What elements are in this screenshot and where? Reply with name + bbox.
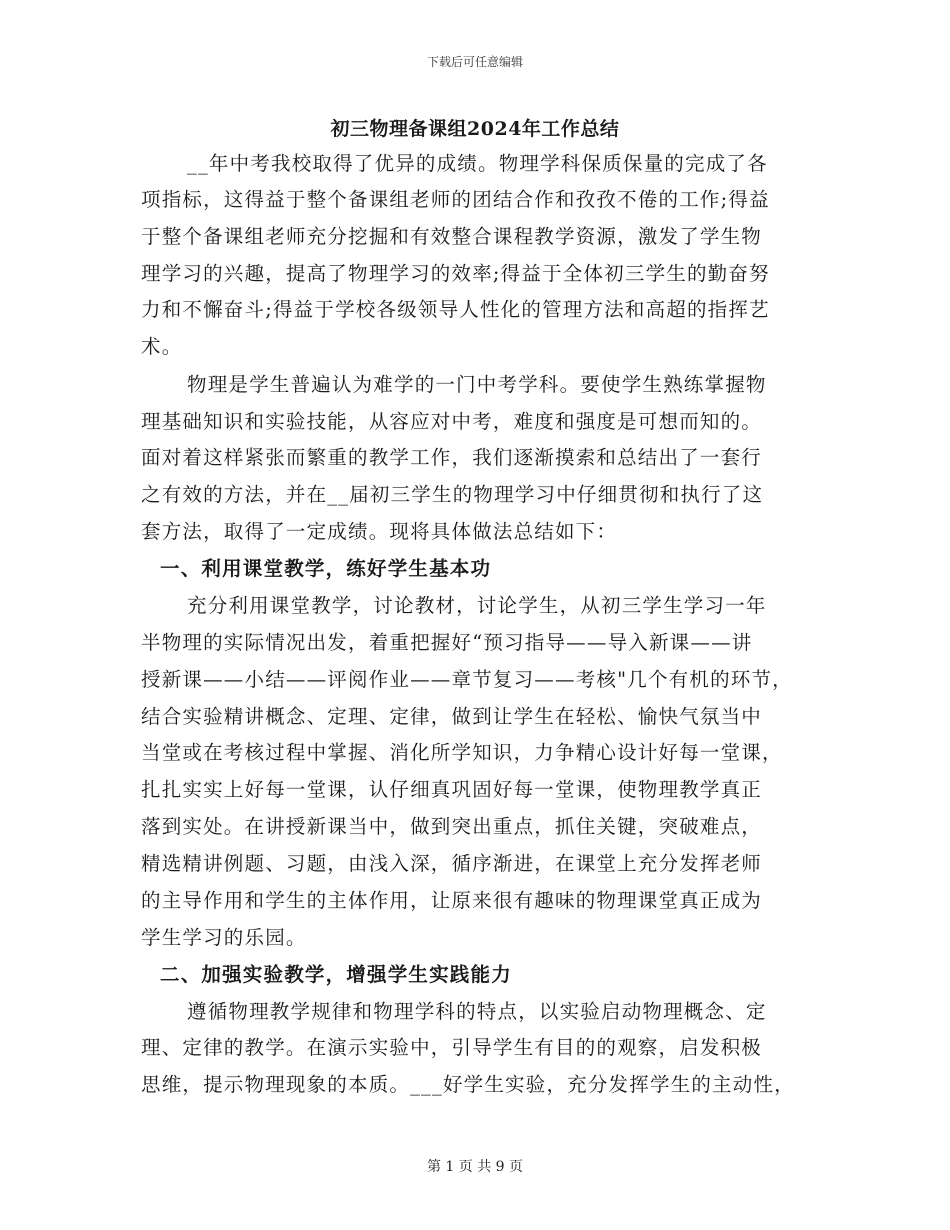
paragraph-line: 力和不懈奋斗;得益于学校各级领导人性化的管理方法和高超的指挥艺: [141, 298, 770, 321]
paragraph-line: 当堂或在考核过程中掌握、消化所学知识，力争精心设计好每一堂课，: [141, 741, 783, 764]
section-heading-2: 二、加强实验教学，增强学生实践能力: [160, 963, 512, 986]
paragraph-line: 套方法，取得了一定成绩。现将具体做法总结如下：: [141, 520, 618, 543]
paragraph-line: 物理是学生普遍认为难学的一门中考学科。要使学生熟练掌握物: [187, 373, 767, 396]
paragraph-line: 结合实验精讲概念、定理、定律，做到让学生在轻松、愉快气氛当中: [141, 705, 763, 728]
paragraph-line: 理基础知识和实验技能，从容应对中考，难度和强度是可想而知的。: [141, 410, 763, 433]
paragraph-line: 思维，提示物理现象的本质。___好学生实验，充分发挥学生的主动性，: [141, 1073, 795, 1096]
section-heading-1: 一、利用课堂教学，练好学生基本功: [160, 557, 492, 580]
page-header: 下载后可任意编辑: [426, 55, 523, 69]
page-footer: 第 1 页 共 9 页: [426, 1159, 524, 1175]
paragraph-line: 之有效的方法，并在__届初三学生的物理学习中仔细贯彻和执行了这: [141, 483, 764, 506]
paragraph-line: 理学习的兴趣，提高了物理学习的效率;得益于全体初三学生的勤奋努: [141, 262, 770, 285]
paragraph-line: 遵循物理教学规律和物理学科的特点，以实验启动物理概念、定: [187, 1000, 767, 1023]
paragraph-line: 学生学习的乐园。: [141, 926, 307, 949]
paragraph-line: 于整个备课组老师充分挖掘和有效整合课程教学资源，激发了学生物: [141, 225, 763, 248]
paragraph-line: 落到实处。在讲授新课当中，做到突出重点，抓住关键，突破难点，: [141, 815, 763, 838]
paragraph-line: __年中考我校取得了优异的成绩。物理学科保质保量的完成了各: [187, 152, 768, 175]
paragraph-line: 精选精讲例题、习题，由浅入深，循序渐进，在课堂上充分发挥老师: [141, 852, 763, 875]
paragraph-line: 的主导作用和学生的主体作用，让原来很有趣味的物理课堂真正成为: [141, 889, 763, 912]
paragraph-line: 充分利用课堂教学，讨论教材，讨论学生，从初三学生学习一年: [187, 594, 767, 617]
paragraph-line: 术。: [141, 335, 183, 358]
paragraph-line: 理、定律的教学。在演示实验中，引导学生有目的的观察，启发积极: [141, 1036, 763, 1059]
paragraph-line: 面对着这样紧张而繁重的教学工作，我们逐渐摸索和总结出了一套行: [141, 446, 763, 469]
paragraph-line: 半物理的实际情况出发，着重把握好“预习指导——导入新课——讲: [141, 631, 753, 654]
paragraph-line: 授新课——小结——评阅作业——章节复习——考核"几个有机的环节，: [141, 668, 793, 691]
document-title: 初三物理备课组2024年工作总结: [330, 118, 620, 140]
paragraph-line: 扎扎实实上好每一堂课，认仔细真巩固好每一堂课，使物理教学真正: [141, 778, 763, 801]
paragraph-line: 项指标，这得益于整个备课组老师的团结合作和孜孜不倦的工作;得益: [141, 188, 770, 211]
